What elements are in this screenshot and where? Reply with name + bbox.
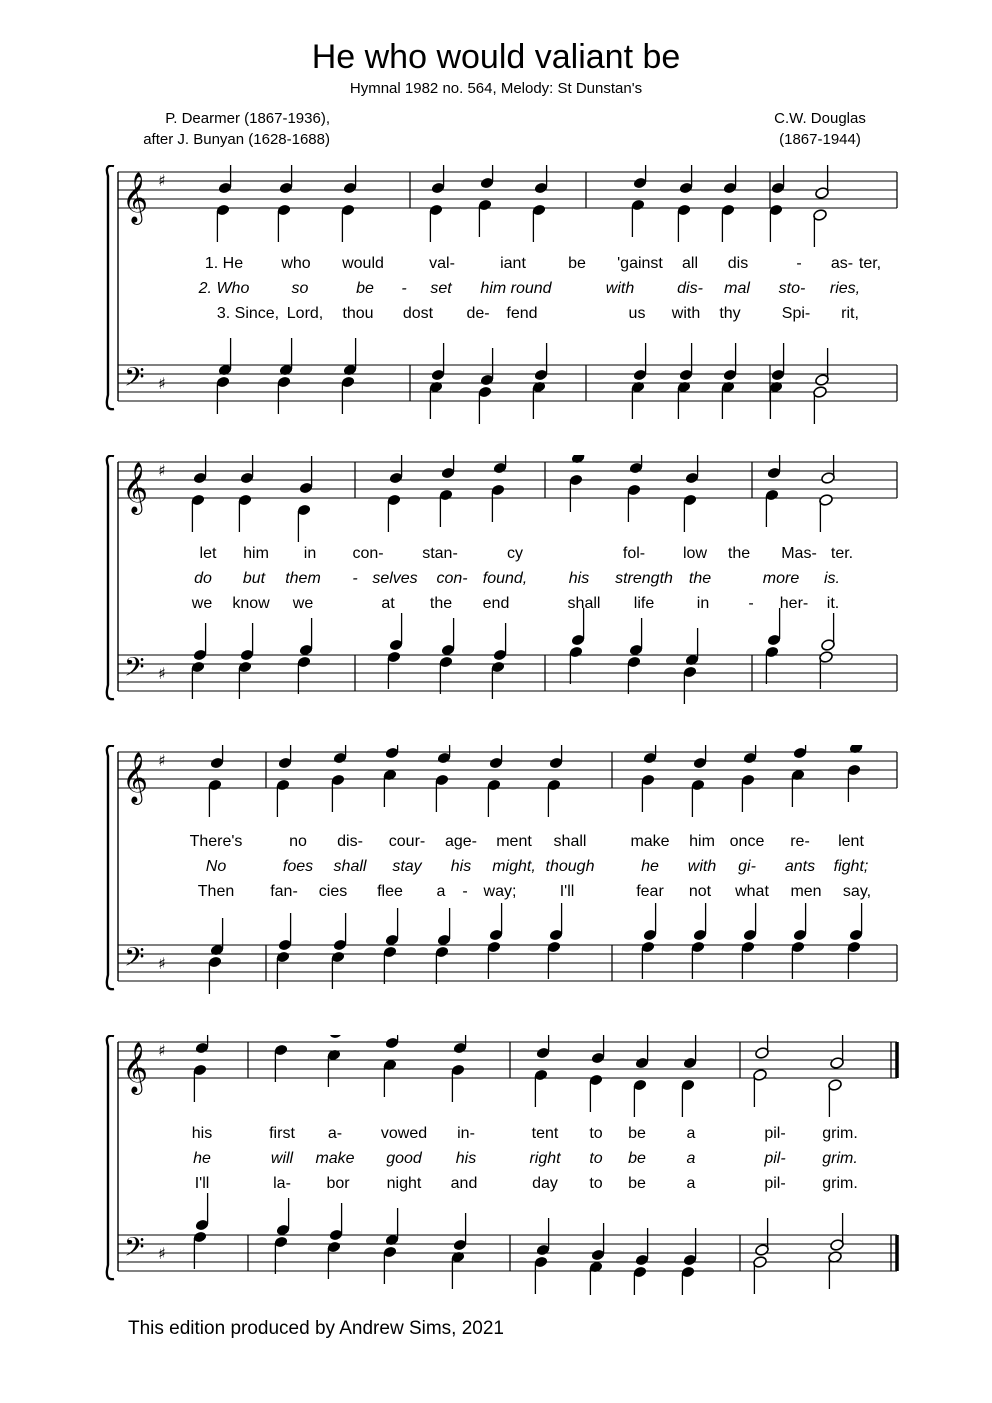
bass-clef-icon: 𝄢 xyxy=(124,361,145,399)
lyric-syllable: cy xyxy=(507,545,523,562)
lyric-syllable: be xyxy=(628,1175,646,1192)
key-signature-icon: ♯ xyxy=(158,664,166,683)
lyric-syllable: with xyxy=(687,858,717,875)
lyric-syllable: say, xyxy=(842,883,872,900)
lyric-syllable: it. xyxy=(826,595,840,612)
lyric-syllable: be xyxy=(628,1150,646,1167)
lyric-syllable: all xyxy=(681,255,699,272)
lyric-syllable: foes xyxy=(282,858,314,875)
lyric-syllable: her- xyxy=(779,595,809,612)
lyric-syllable: shall xyxy=(553,833,587,850)
lyric-syllable: dis xyxy=(727,255,749,272)
lyric-syllable: con- xyxy=(436,570,468,587)
lyric-syllable: bor xyxy=(326,1175,350,1192)
lyric-syllable: night xyxy=(386,1175,422,1192)
lyric-syllable: know xyxy=(232,595,270,612)
treble-clef-icon: 𝄞 xyxy=(122,172,149,223)
lyric-syllable: fend xyxy=(506,305,538,322)
lyric-syllable: fan- xyxy=(270,883,298,900)
music-credit xyxy=(740,108,900,150)
lyric-verse-3 xyxy=(0,305,992,329)
lyric-syllable: Spi- xyxy=(781,305,811,322)
lyric-syllable: good xyxy=(386,1150,422,1167)
lyric-syllable: be xyxy=(356,280,374,297)
system-4 xyxy=(0,1035,992,1295)
lyric-syllable: re- xyxy=(790,833,810,850)
lyric-syllable: his xyxy=(191,1125,213,1142)
lyric-syllable: grim. xyxy=(822,1175,858,1192)
lyric-syllable: but xyxy=(242,570,266,587)
lyric-syllable: day xyxy=(532,1175,558,1192)
treble-clef-icon: 𝄞 xyxy=(122,752,149,803)
lyric-syllable: pil- xyxy=(764,1150,786,1167)
lyric-syllable: a xyxy=(436,883,446,900)
lyric-verse-3 xyxy=(0,883,992,907)
lyric-syllable: as- xyxy=(830,255,854,272)
key-signature-icon: ♯ xyxy=(158,954,166,973)
lyric-syllable: end xyxy=(482,595,510,612)
system-1 xyxy=(0,165,992,425)
system-3 xyxy=(0,745,992,1005)
lyric-syllable: No xyxy=(205,858,227,875)
lyric-syllable: Lord, xyxy=(286,305,324,322)
lyric-verse-1 xyxy=(0,255,992,279)
lyric-syllable: a xyxy=(686,1125,696,1142)
lyric-syllable: no xyxy=(289,833,307,850)
lyric-syllable: ter. xyxy=(830,545,854,562)
lyric-syllable: set xyxy=(430,280,452,297)
hymn-title: He who would valiant be xyxy=(311,38,681,76)
lyric-syllable: in xyxy=(696,595,710,612)
key-signature-icon: ♯ xyxy=(158,1041,166,1060)
lyric-verse-2 xyxy=(0,570,992,594)
treble-clef-icon: 𝄞 xyxy=(122,1042,149,1093)
lyric-syllable: iant xyxy=(500,255,526,272)
lyric-syllable: so xyxy=(291,280,309,297)
bass-clef-icon: 𝄢 xyxy=(124,1231,145,1269)
lyric-syllable: Mas- xyxy=(781,545,817,562)
lyric-verse-2 xyxy=(0,280,992,304)
lyric-syllable: to xyxy=(589,1125,603,1142)
lyric-syllable: dost xyxy=(402,305,434,322)
lyric-syllable: grim. xyxy=(822,1125,858,1142)
lyric-syllable: I'll xyxy=(559,883,575,900)
lyric-syllable: with xyxy=(671,305,701,322)
lyric-syllable: he xyxy=(193,1150,211,1167)
lyric-syllable: de- xyxy=(466,305,490,322)
lyric-syllable: though xyxy=(545,858,595,875)
lyric-verse-1 xyxy=(0,545,992,569)
lyric-syllable: fight; xyxy=(833,858,869,875)
lyric-verse-2 xyxy=(0,858,992,882)
words-credit-line: after J. Bunyan (1628-1688) xyxy=(143,131,330,148)
lyric-verse-3 xyxy=(0,595,992,619)
lyric-syllable: age- xyxy=(444,833,478,850)
lyric-syllable: rit, xyxy=(841,305,859,322)
key-signature-icon: ♯ xyxy=(158,461,166,480)
edition-footer: This edition produced by Andrew Sims, 2021 xyxy=(128,1318,504,1339)
lyric-syllable: more xyxy=(762,570,800,587)
lyric-syllable: men xyxy=(790,883,822,900)
lyric-syllable: his xyxy=(568,570,590,587)
lyric-syllable: is. xyxy=(824,570,840,587)
lyric-syllable: 2. Who xyxy=(198,280,250,297)
lyric-syllable: tent xyxy=(531,1125,559,1142)
lyric-verse-2 xyxy=(0,1150,992,1174)
lyric-syllable: shall xyxy=(567,595,601,612)
lyric-syllable: thy xyxy=(719,305,741,322)
lyric-syllable: we xyxy=(292,595,314,612)
lyric-syllable: in xyxy=(303,545,317,562)
lyric-syllable: - xyxy=(401,280,407,297)
lyric-syllable: once xyxy=(729,833,765,850)
lyric-syllable: would xyxy=(342,255,384,272)
lyric-syllable: not xyxy=(688,883,712,900)
lyric-syllable: gi- xyxy=(738,858,756,875)
lyric-syllable: might, xyxy=(492,858,536,875)
lyric-syllable: low xyxy=(682,545,708,562)
lyric-syllable: what xyxy=(735,883,769,900)
lyric-verse-1 xyxy=(0,833,992,857)
lyric-syllable: dis- xyxy=(337,833,363,850)
lyric-syllable: shall xyxy=(333,858,367,875)
lyric-syllable: stay xyxy=(392,858,422,875)
lyric-syllable: pil- xyxy=(764,1175,786,1192)
note-head xyxy=(329,1035,344,1039)
lyric-syllable: a- xyxy=(327,1125,343,1142)
lyric-syllable: cies xyxy=(318,883,348,900)
lyric-syllable: flee xyxy=(377,883,403,900)
lyric-syllable: 'gainst xyxy=(617,255,663,272)
lyric-syllable: ants xyxy=(784,858,816,875)
lyric-syllable: do xyxy=(194,570,212,587)
lyric-syllable: to xyxy=(589,1175,603,1192)
lyric-syllable: make xyxy=(315,1150,355,1167)
lyric-syllable: life xyxy=(633,595,655,612)
key-signature-icon: ♯ xyxy=(158,1244,166,1263)
lyric-syllable: the xyxy=(688,570,712,587)
lyric-syllable: be xyxy=(628,1125,646,1142)
lyric-syllable: con- xyxy=(352,545,384,562)
bass-clef-icon: 𝄢 xyxy=(124,651,145,689)
key-signature-icon: ♯ xyxy=(158,751,166,770)
music-credit-line: (1867-1944) xyxy=(779,131,861,148)
treble-clef-icon: 𝄞 xyxy=(122,462,149,513)
lyric-syllable: with xyxy=(605,280,635,297)
lyric-syllable: them xyxy=(285,570,321,587)
lyric-syllable: cour- xyxy=(388,833,426,850)
key-signature-icon: ♯ xyxy=(158,171,166,190)
lyric-syllable: his xyxy=(450,858,472,875)
lyric-syllable: his xyxy=(455,1150,477,1167)
lyric-syllable: him xyxy=(243,545,269,562)
lyric-syllable: - xyxy=(796,255,802,272)
lyric-syllable: be xyxy=(568,255,586,272)
lyric-syllable: fol- xyxy=(622,545,646,562)
lyric-syllable: and xyxy=(450,1175,478,1192)
key-signature-icon: ♯ xyxy=(158,374,166,393)
lyric-syllable: grim. xyxy=(822,1150,858,1167)
lyric-syllable: ter, xyxy=(858,255,882,272)
lyric-syllable: a xyxy=(686,1175,696,1192)
lyric-syllable: way; xyxy=(483,883,517,900)
lyric-syllable: mal xyxy=(724,280,750,297)
words-credit xyxy=(100,108,330,150)
lyric-verse-1 xyxy=(0,1125,992,1149)
lyric-syllable: Then xyxy=(197,883,235,900)
hymn-subtitle: Hymnal 1982 no. 564, Melody: St Dunstan's xyxy=(349,80,643,97)
lyric-syllable: - xyxy=(462,883,468,900)
lyric-syllable: - xyxy=(748,595,754,612)
lyric-syllable: There's xyxy=(189,833,243,850)
lyric-syllable: to xyxy=(589,1150,603,1167)
lyric-syllable: la- xyxy=(273,1175,291,1192)
lyric-syllable: found, xyxy=(482,570,528,587)
words-credit-line: P. Dearmer (1867-1936), xyxy=(165,110,330,127)
lyric-syllable: at xyxy=(381,595,395,612)
lyric-syllable: thou xyxy=(342,305,374,322)
lyric-syllable: him xyxy=(689,833,715,850)
lyric-syllable: ment xyxy=(496,833,532,850)
lyric-syllable: us xyxy=(628,305,646,322)
lyric-syllable: I'll xyxy=(194,1175,210,1192)
lyric-syllable: val- xyxy=(429,255,455,272)
lyric-verse-3 xyxy=(0,1175,992,1199)
lyric-syllable: we xyxy=(191,595,213,612)
lyric-syllable: vowed xyxy=(380,1125,428,1142)
lyric-syllable: sto- xyxy=(778,280,806,297)
lyric-syllable: let xyxy=(199,545,217,562)
lyric-syllable: stan- xyxy=(422,545,458,562)
lyric-syllable: dis- xyxy=(677,280,703,297)
lyric-syllable: ries, xyxy=(829,280,861,297)
lyric-syllable: make xyxy=(630,833,670,850)
lyric-syllable: he xyxy=(641,858,659,875)
lyric-syllable: fear xyxy=(636,883,664,900)
lyric-syllable: right xyxy=(529,1150,561,1167)
music-credit-line: C.W. Douglas xyxy=(774,110,866,127)
lyric-syllable: selves xyxy=(372,570,418,587)
bass-clef-icon: 𝄢 xyxy=(124,941,145,979)
lyric-syllable: first xyxy=(269,1125,295,1142)
lyric-syllable: 1. He xyxy=(204,255,244,272)
system-2 xyxy=(0,455,992,715)
lyric-syllable: will xyxy=(270,1150,294,1167)
lyric-syllable: lent xyxy=(838,833,864,850)
lyric-syllable: the xyxy=(727,545,751,562)
lyric-syllable: pil- xyxy=(764,1125,786,1142)
lyric-syllable: - xyxy=(352,570,358,587)
lyric-syllable: a xyxy=(686,1150,696,1167)
lyric-syllable: him round xyxy=(480,280,552,297)
lyric-syllable: strength xyxy=(615,570,673,587)
lyric-syllable: 3. Since, xyxy=(216,305,280,322)
lyric-syllable: in- xyxy=(457,1125,475,1142)
lyric-syllable: the xyxy=(429,595,453,612)
lyric-syllable: who xyxy=(281,255,311,272)
